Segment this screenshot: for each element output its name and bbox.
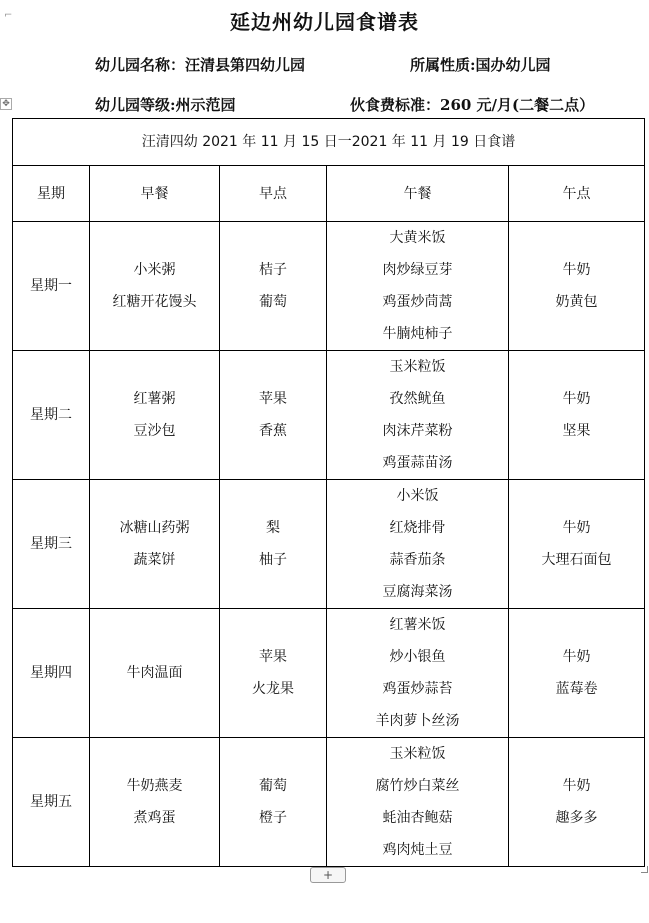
breakfast-cell bbox=[90, 738, 220, 867]
dish-item: 牛腩炖柿子 bbox=[382, 326, 453, 342]
morning-snack-cell bbox=[220, 609, 327, 738]
dish-item: 鸡蛋炒蒜苔 bbox=[382, 681, 453, 697]
menu-table-wrap bbox=[12, 118, 644, 867]
dish-item: 蓝莓卷 bbox=[555, 681, 598, 697]
dish-item: 柚子 bbox=[259, 552, 287, 568]
affiliation: 所属性质:国办幼儿园 bbox=[410, 56, 551, 74]
fee-standard: 伙食费标准：260 元/月(二餐二点） bbox=[350, 96, 595, 114]
dish-item: 小米饭 bbox=[396, 488, 439, 504]
afternoon-snack-cell bbox=[509, 609, 645, 738]
dish-item: 红烧排骨 bbox=[389, 520, 446, 536]
morning-snack-cell bbox=[220, 480, 327, 609]
dish-item: 腐竹炒白菜丝 bbox=[375, 778, 460, 794]
dish-item: 牛奶 bbox=[562, 391, 591, 407]
menu-body bbox=[13, 222, 645, 867]
day-cell: 星期四 bbox=[13, 609, 90, 738]
lunch-cell bbox=[327, 738, 509, 867]
dish-item: 橙子 bbox=[259, 810, 287, 826]
table-row bbox=[13, 222, 645, 351]
dish-item: 葡萄 bbox=[259, 778, 287, 794]
dish-item: 蒜香茄条 bbox=[389, 552, 446, 568]
kindergarten-grade: 幼儿园等级:州示范园 bbox=[95, 96, 236, 114]
dish-item: 玉米粒饭 bbox=[389, 746, 446, 762]
dish-item: 葡萄 bbox=[259, 294, 287, 310]
breakfast-cell bbox=[90, 222, 220, 351]
table-row bbox=[13, 480, 645, 609]
dish-item: 牛奶 bbox=[562, 778, 591, 794]
table-row bbox=[13, 351, 645, 480]
afternoon-snack-cell bbox=[509, 222, 645, 351]
add-row-button[interactable]: + bbox=[310, 867, 346, 883]
dish-item: 桔子 bbox=[259, 262, 287, 278]
header-cell-morning-snack: 早点 bbox=[220, 166, 327, 222]
dish-item: 小米粥 bbox=[133, 262, 176, 278]
table-row bbox=[13, 738, 645, 867]
dish-item: 蔬菜饼 bbox=[133, 552, 176, 568]
info-row-2 bbox=[95, 94, 615, 115]
afternoon-snack-cell bbox=[509, 480, 645, 609]
dish-item: 鸡蛋蒜苗汤 bbox=[382, 455, 453, 471]
dish-item: 冰糖山药粥 bbox=[119, 520, 190, 536]
dish-item: 苹果 bbox=[259, 649, 287, 665]
dish-item: 鸡蛋炒茼蒿 bbox=[382, 294, 453, 310]
dish-item: 牛奶 bbox=[562, 262, 591, 278]
breakfast-cell bbox=[90, 609, 220, 738]
header-cell-day: 星期 bbox=[13, 166, 90, 222]
dish-item: 肉沫芹菜粉 bbox=[382, 423, 453, 439]
dish-item: 牛奶燕麦 bbox=[126, 778, 183, 794]
dish-item: 牛肉温面 bbox=[126, 665, 183, 681]
dish-item: 炒小银鱼 bbox=[389, 649, 446, 665]
table-move-handle-icon[interactable]: ✥ bbox=[0, 98, 12, 110]
dish-item: 豆沙包 bbox=[133, 423, 176, 439]
lunch-cell bbox=[327, 222, 509, 351]
dish-item: 大理石面包 bbox=[541, 552, 612, 568]
dish-item: 蚝油杏鲍菇 bbox=[382, 810, 453, 826]
morning-snack-cell bbox=[220, 738, 327, 867]
breakfast-cell bbox=[90, 351, 220, 480]
dish-item: 香蕉 bbox=[259, 423, 287, 439]
dish-item: 奶黄包 bbox=[555, 294, 598, 310]
dish-item: 鸡肉炖土豆 bbox=[382, 842, 453, 858]
lunch-cell bbox=[327, 609, 509, 738]
dish-item: 火龙果 bbox=[252, 681, 294, 697]
table-row bbox=[13, 609, 645, 738]
table-caption: 汪清四幼 2021 年 11 月 15 日一2021 年 11 月 19 日食谱 bbox=[13, 119, 645, 166]
lunch-cell bbox=[327, 480, 509, 609]
dish-item: 红糖开花馒头 bbox=[112, 294, 197, 310]
morning-snack-cell bbox=[220, 351, 327, 480]
header-cell-lunch: 午餐 bbox=[327, 166, 509, 222]
dish-item: 牛奶 bbox=[562, 520, 591, 536]
afternoon-snack-cell bbox=[509, 351, 645, 480]
dish-item: 大黄米饭 bbox=[389, 230, 446, 246]
breakfast-cell bbox=[90, 480, 220, 609]
document-title: 延边州幼儿园食谱表 bbox=[230, 10, 419, 34]
table-resize-handle[interactable] bbox=[641, 866, 648, 873]
kindergarten-name: 幼儿园名称：汪清县第四幼儿园 bbox=[95, 56, 306, 74]
dish-item: 肉炒绿豆芽 bbox=[382, 262, 453, 278]
dish-item: 趣多多 bbox=[555, 810, 598, 826]
day-cell: 星期三 bbox=[13, 480, 90, 609]
header-row bbox=[13, 166, 645, 222]
lunch-cell bbox=[327, 351, 509, 480]
morning-snack-cell bbox=[220, 222, 327, 351]
dish-item: 红薯粥 bbox=[133, 391, 176, 407]
dish-item: 孜然鱿鱼 bbox=[389, 391, 446, 407]
dish-item: 梨 bbox=[266, 520, 280, 536]
dish-item: 牛奶 bbox=[562, 649, 591, 665]
day-cell: 星期二 bbox=[13, 351, 90, 480]
dish-item: 苹果 bbox=[259, 391, 287, 407]
dish-item: 羊肉萝卜丝汤 bbox=[375, 713, 460, 729]
dish-item: 坚果 bbox=[562, 423, 591, 439]
dish-item: 煮鸡蛋 bbox=[133, 810, 176, 826]
header-cell-breakfast: 早餐 bbox=[90, 166, 220, 222]
day-cell: 星期一 bbox=[13, 222, 90, 351]
dish-item: 玉米粒饭 bbox=[389, 359, 446, 375]
corner-mark-left: ⌐ bbox=[4, 10, 13, 21]
afternoon-snack-cell bbox=[509, 738, 645, 867]
day-cell: 星期五 bbox=[13, 738, 90, 867]
menu-table bbox=[12, 118, 645, 867]
info-row-1 bbox=[95, 54, 575, 75]
header-cell-afternoon-snack: 午点 bbox=[509, 166, 645, 222]
dish-item: 红薯米饭 bbox=[389, 617, 446, 633]
dish-item: 豆腐海菜汤 bbox=[382, 584, 453, 600]
